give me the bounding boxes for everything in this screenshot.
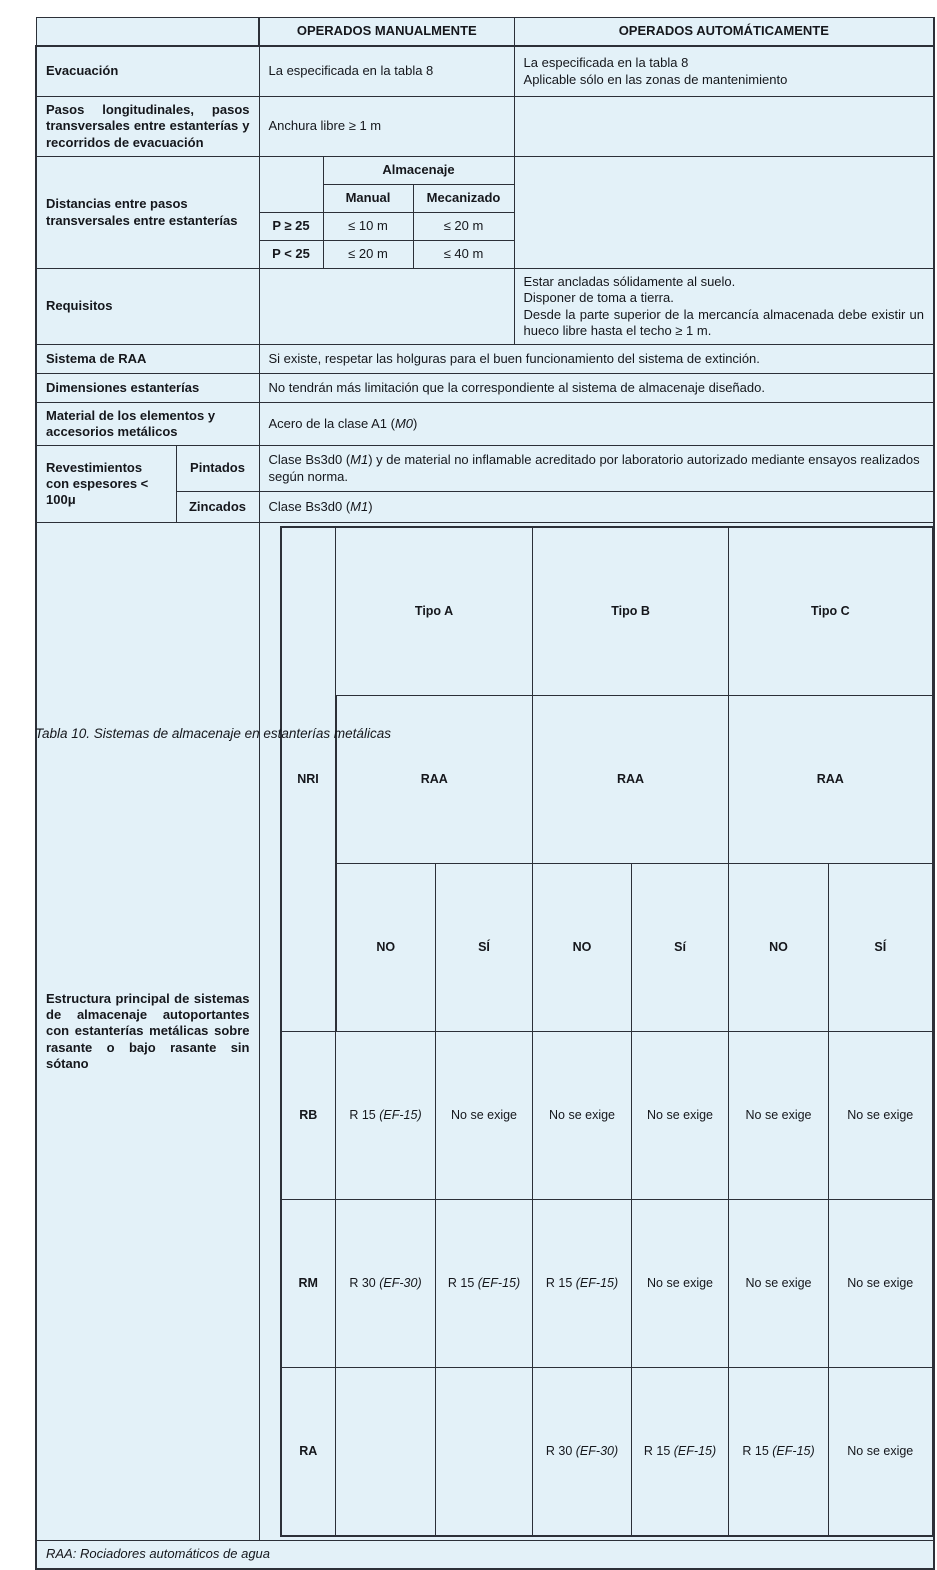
pintados-value-text: Clase Bs3d0 ( (268, 452, 351, 468)
rm-cell-6-text: No se exige (847, 1275, 914, 1290)
row-estructura (36, 523, 934, 1541)
rm-cell-6 (829, 1200, 933, 1368)
tipo-c-si-header: SÍ (829, 864, 933, 1032)
material-value (259, 403, 934, 446)
pintados-label: Pintados (176, 446, 259, 492)
pintados-value (259, 446, 934, 492)
row-distancias (36, 157, 934, 185)
ra-cell-5-code: (EF-15) (772, 1443, 815, 1458)
rb-cell-2 (436, 1032, 533, 1200)
material-label: Material de los elementos y accesorios metálicos (36, 403, 259, 446)
ra-cell-2 (436, 1368, 533, 1537)
tipo-a-no-header: NO (336, 864, 436, 1032)
distancias-p25minus-label: P < 25 (259, 241, 323, 269)
distancias-manual-header: Manual (323, 185, 413, 213)
estructura-matrix-cell (259, 523, 934, 1541)
zincados-value-close: ) (368, 498, 373, 514)
rb-cell-5 (729, 1032, 829, 1200)
ra-cell-6 (829, 1368, 933, 1537)
raa-footnote: RAA: Rociadores automáticos de agua (36, 1541, 934, 1570)
tipo-b-si-header: Sí (632, 864, 729, 1032)
row-dimensiones (36, 374, 934, 403)
sistema-raa-value: Si existe, respetar las holguras para el buen funcionamiento del sistema de extinción. (259, 345, 934, 374)
ra-cell-5-text: R 15 (742, 1443, 773, 1458)
tipo-a-si-header: SÍ (436, 864, 533, 1032)
distancias-almacenaje-header: Almacenaje (323, 157, 514, 185)
rm-cell-1 (336, 1200, 436, 1368)
row-pasos (36, 97, 934, 157)
rm-cell-3-code: (EF-15) (575, 1275, 619, 1290)
raa-header-a: RAA (336, 696, 533, 864)
revestimientos-label: Revestimientos con espesores < 100μ (36, 446, 176, 523)
rb-cell-3-text: No se exige (549, 1107, 616, 1122)
estructura-label: Estructura principal de sistemas de almacenaje autoportantes con estanterías metálicas sobre rasante o bajo rasante sin sótano (36, 523, 259, 1541)
dimensiones-value: No tendrán más limitación que la correspondiente al sistema de almacenaje diseñado. (259, 374, 934, 403)
rb-cell-2-text: No se exige (451, 1107, 518, 1122)
requisitos-line1: Estar ancladas sólidamente al suelo. (523, 274, 736, 289)
dimensiones-label: Dimensiones estanterías (36, 374, 259, 403)
distancias-p25plus-mecanizado: ≤ 20 m (413, 213, 514, 241)
pasos-auto-value (514, 97, 934, 157)
rb-cell-6-text: No se exige (847, 1107, 914, 1122)
ra-cell-3 (533, 1368, 632, 1537)
material-value-code: M0 (394, 415, 414, 431)
col-header-auto: OPERADOS AUTOMÁTICAMENTE (514, 18, 934, 47)
ra-cell-5 (729, 1368, 829, 1537)
distancias-empty-corner (259, 157, 323, 213)
row-material (36, 403, 934, 446)
distancias-label: Distancias entre pasos transversales entre estanterías (36, 157, 259, 269)
pasos-label: Pasos longitudinales, pasos transversales entre estanterías y recorridos de evacuación (36, 97, 259, 157)
zincados-value-code: M1 (350, 498, 369, 514)
pasos-manual-value: Anchura libre ≥ 1 m (259, 97, 514, 157)
ra-cell-6-text: No se exige (847, 1443, 914, 1458)
zincados-value (259, 492, 934, 523)
rb-cell-1-text: R 15 (349, 1107, 380, 1122)
matrix-row-ra (281, 1368, 933, 1537)
ra-label: RA (281, 1368, 336, 1537)
distancias-p25minus-manual: ≤ 20 m (323, 241, 413, 269)
zincados-label: Zincados (176, 492, 259, 523)
rm-cell-1-text: R 30 (349, 1275, 380, 1290)
evacuacion-manual-value: La especificada en la tabla 8 (259, 46, 514, 97)
row-evacuacion (36, 46, 934, 97)
requisitos-line2: Disponer de toma a tierra. (523, 290, 674, 306)
row-sistema-raa (36, 345, 934, 374)
rm-cell-4 (632, 1200, 729, 1368)
rm-cell-5 (729, 1200, 829, 1368)
distancias-p25plus-label: P ≥ 25 (259, 213, 323, 241)
evacuacion-auto-line1: La especificada en la tabla 8 (523, 55, 689, 71)
sistema-raa-label: Sistema de RAA (36, 345, 259, 374)
evacuacion-auto-value (514, 46, 934, 97)
tipo-c-header: Tipo C (729, 527, 933, 696)
pintados-value-rest: ) y de material no inflamable acreditado por laboratorio autorizado mediante ensayos realizados según norma. (268, 452, 920, 484)
rm-cell-2-code: (EF-15) (477, 1275, 521, 1290)
requisitos-auto-value (514, 269, 934, 345)
distancias-auto-value (514, 157, 934, 269)
requisitos-line3: Desde la parte superior de la mercancía almacenada debe existir un hueco libre hasta el techo ≥ 1 m. (523, 306, 925, 338)
rb-cell-4-text: No se exige (647, 1107, 714, 1122)
storage-systems-table (35, 17, 935, 1570)
document-table (35, 17, 935, 1570)
tipo-c-no-header: NO (729, 864, 829, 1032)
ra-cell-3-code: (EF-30) (575, 1443, 619, 1458)
tipo-b-header: Tipo B (533, 527, 729, 696)
distancias-p25minus-mecanizado: ≤ 40 m (413, 241, 514, 269)
rm-cell-3 (533, 1200, 632, 1368)
row-footnote (36, 1541, 934, 1570)
tipo-b-no-header: NO (533, 864, 632, 1032)
row-requisitos (36, 269, 934, 345)
tipo-a-header: Tipo A (336, 527, 533, 696)
requisitos-manual-value (259, 269, 514, 345)
rb-cell-1-code: (EF-15) (379, 1107, 422, 1122)
requisitos-label: Requisitos (36, 269, 259, 345)
zincados-value-text: Clase Bs3d0 ( (268, 498, 351, 514)
raa-header-c: RAA (729, 696, 933, 864)
rm-cell-4-text: No se exige (647, 1275, 714, 1290)
rb-cell-5-text: No se exige (745, 1107, 812, 1122)
matrix-row-rb (281, 1032, 933, 1200)
estructura-matrix-table (280, 526, 934, 1537)
ra-cell-1 (336, 1368, 436, 1537)
table-corner-spacer (36, 18, 259, 47)
rm-label: RM (281, 1200, 336, 1368)
rb-cell-4 (632, 1032, 729, 1200)
material-value-close: ) (413, 415, 418, 431)
ra-cell-4-text: R 15 (643, 1443, 674, 1458)
table-caption: Tabla 10. Sistemas de almacenaje en estanterías metálicas (35, 726, 391, 741)
evacuacion-auto-line2: Aplicable sólo en las zonas de mantenimiento (523, 71, 788, 87)
ra-cell-4-code: (EF-15) (673, 1443, 717, 1458)
nri-header: NRI (281, 527, 336, 1032)
col-header-manual: OPERADOS MANUALMENTE (259, 18, 514, 47)
distancias-p25plus-manual: ≤ 10 m (323, 213, 413, 241)
ra-cell-3-text: R 30 (545, 1443, 576, 1458)
rm-cell-2-text: R 15 (447, 1275, 478, 1290)
rb-cell-3 (533, 1032, 632, 1200)
evacuacion-label: Evacuación (36, 46, 259, 97)
pintados-value-code: M1 (350, 452, 369, 468)
rb-cell-1 (336, 1032, 436, 1200)
material-value-text: Acero de la clase A1 ( (268, 415, 395, 431)
rm-cell-1-code: (EF-30) (379, 1275, 422, 1290)
rb-label: RB (281, 1032, 336, 1200)
row-revestimientos-pintados (36, 446, 934, 492)
rm-cell-5-text: No se exige (745, 1275, 812, 1290)
rm-cell-2 (436, 1200, 533, 1368)
rm-cell-3-text: R 15 (545, 1275, 576, 1290)
ra-cell-4 (632, 1368, 729, 1537)
distancias-mecanizado-header: Mecanizado (413, 185, 514, 213)
raa-header-b: RAA (533, 696, 729, 864)
rb-cell-6 (829, 1032, 933, 1200)
matrix-row-rm (281, 1200, 933, 1368)
